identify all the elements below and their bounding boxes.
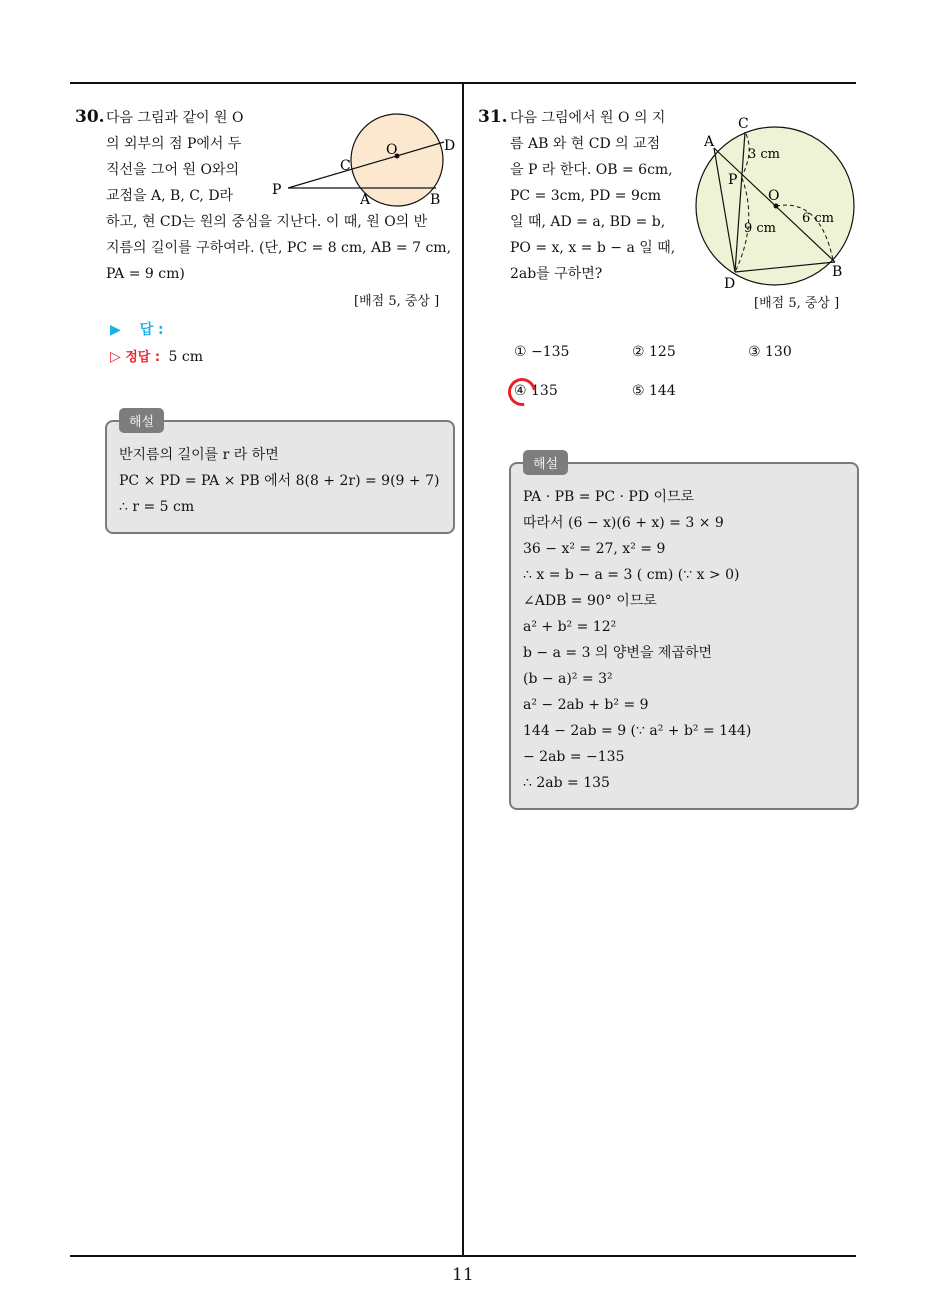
- q31-solution-line-7: b − a = 3 의 양변을 제곱하면: [523, 645, 713, 661]
- q31-line-4: PC = 3cm, PD = 9cm: [510, 188, 661, 204]
- q31-score: [배점 5, 중상 ]: [754, 296, 840, 311]
- q31-solution-line-1: PA · PB = PC · PD 이므로: [523, 489, 695, 505]
- q31-line-5: 일 때, AD = a, BD = b,: [510, 214, 666, 230]
- q31-label-6cm: 6 cm: [802, 211, 835, 226]
- q30-line-2: 의 외부의 점 P에서 두: [106, 136, 242, 152]
- q31-label-a: A: [704, 134, 715, 150]
- q31-selected-mark: [503, 373, 542, 412]
- q30-score: [배점 5, 중상 ]: [354, 294, 440, 309]
- q30-solution-line-1: 반지름의 길이를 r 라 하면: [119, 447, 279, 463]
- q31-label-p: P: [728, 172, 738, 188]
- q31-label-o: O: [768, 188, 780, 204]
- q30-line-1: 다음 그림과 같이 원 O: [106, 110, 244, 126]
- q31-solution-line-9: a² − 2ab + b² = 9: [523, 697, 649, 713]
- q31-line-2: 름 AB 와 현 CD 의 교점: [510, 136, 661, 152]
- q31-solution-line-8: (b − a)² = 3²: [523, 671, 613, 687]
- q31-solution-line-6: a² + b² = 12²: [523, 619, 617, 635]
- q31-line-3: 을 P 라 한다. OB = 6cm,: [510, 162, 673, 178]
- q31-solution-line-10: 144 − 2ab = 9 (∵ a² + b² = 144): [523, 723, 752, 739]
- q30-line-3: 직선을 그어 원 O와의: [106, 162, 240, 178]
- q30-solution-box: [105, 420, 455, 534]
- q30-correct-label: 정답 :: [125, 350, 161, 365]
- center-divider: [462, 82, 464, 1257]
- page-number: 11: [452, 1265, 474, 1285]
- q31-line-1: 다음 그림에서 원 O 의 지: [510, 110, 666, 126]
- q30-line-5: 하고, 현 CD는 원의 중심을 지난다. 이 때, 원 O의 반: [106, 214, 428, 230]
- q30-diagram: [270, 108, 460, 218]
- q30-correct-value: 5 cm: [168, 349, 204, 365]
- correct-arrow-icon: ▷: [110, 349, 121, 365]
- q31-center-dot: [774, 204, 779, 209]
- q31-solution-tag: 해설: [523, 450, 568, 475]
- q31-solution-line-11: − 2ab = −135: [523, 749, 625, 765]
- q30-label-a: A: [360, 192, 371, 208]
- question-31-text: [510, 105, 680, 287]
- q31-choice-5[interactable]: ⑤ 144: [632, 383, 676, 399]
- q31-solution-line-5: ∠ADB = 90° 이므로: [523, 593, 657, 609]
- q30-label-b: B: [430, 192, 441, 208]
- q31-choice-4[interactable]: ④ 135: [514, 383, 558, 399]
- q30-solution-tag: 해설: [119, 408, 164, 433]
- q31-label-c: C: [738, 116, 749, 132]
- q30-label-c: C: [340, 158, 351, 174]
- q30-answer-row: [110, 319, 164, 339]
- q31-solution-lines: [523, 484, 751, 796]
- q31-solution-line-4: ∴ x = b − a = 3 ( cm) (∵ x > 0): [523, 567, 740, 583]
- q31-label-d: D: [724, 276, 736, 292]
- q30-solution-line-3: ∴ r = 5 cm: [119, 499, 195, 515]
- q31-solution-line-3: 36 − x² = 27, x² = 9: [523, 541, 666, 557]
- q31-label-3cm: 3 cm: [748, 147, 781, 162]
- q31-solution-line-12: ∴ 2ab = 135: [523, 775, 610, 791]
- q31-choice-2[interactable]: ② 125: [632, 344, 676, 360]
- question-31-number: 31.: [478, 107, 508, 127]
- q31-diagram: [692, 112, 867, 292]
- q30-line-7: PA = 9 cm): [106, 266, 185, 282]
- answer-arrow-icon: ▶: [110, 322, 121, 338]
- q31-solution-line-2: 따라서 (6 − x)(6 + x) = 3 × 9: [523, 515, 724, 531]
- q30-line-6: 지름의 길이를 구하여라. (단, PC = 8 cm, AB = 7 cm,: [106, 240, 452, 256]
- q31-line-6: PO = x, x = b − a 일 때,: [510, 240, 676, 256]
- bottom-rule: [70, 1255, 856, 1257]
- q30-label-o: O: [386, 142, 398, 158]
- q30-answer-label: 답 :: [139, 322, 164, 338]
- q30-label-d: D: [444, 138, 456, 154]
- q31-line-7: 2ab를 구하면?: [510, 266, 603, 282]
- q30-label-p: P: [272, 182, 282, 198]
- q31-label-9cm: 9 cm: [744, 221, 777, 236]
- q31-choice-1[interactable]: ① −135: [514, 344, 570, 360]
- q30-solution-line-2: PC × PD = PA × PB 에서 8(8 + 2r) = 9(9 + 7): [119, 473, 440, 489]
- q31-choice-3[interactable]: ③ 130: [748, 344, 792, 360]
- q30-line-4: 교점을 A, B, C, D라: [106, 188, 234, 204]
- q30-correct-row: [110, 346, 203, 365]
- question-30-number: 30.: [75, 107, 105, 127]
- q31-label-b: B: [832, 264, 843, 280]
- q31-solution-box: [509, 462, 859, 810]
